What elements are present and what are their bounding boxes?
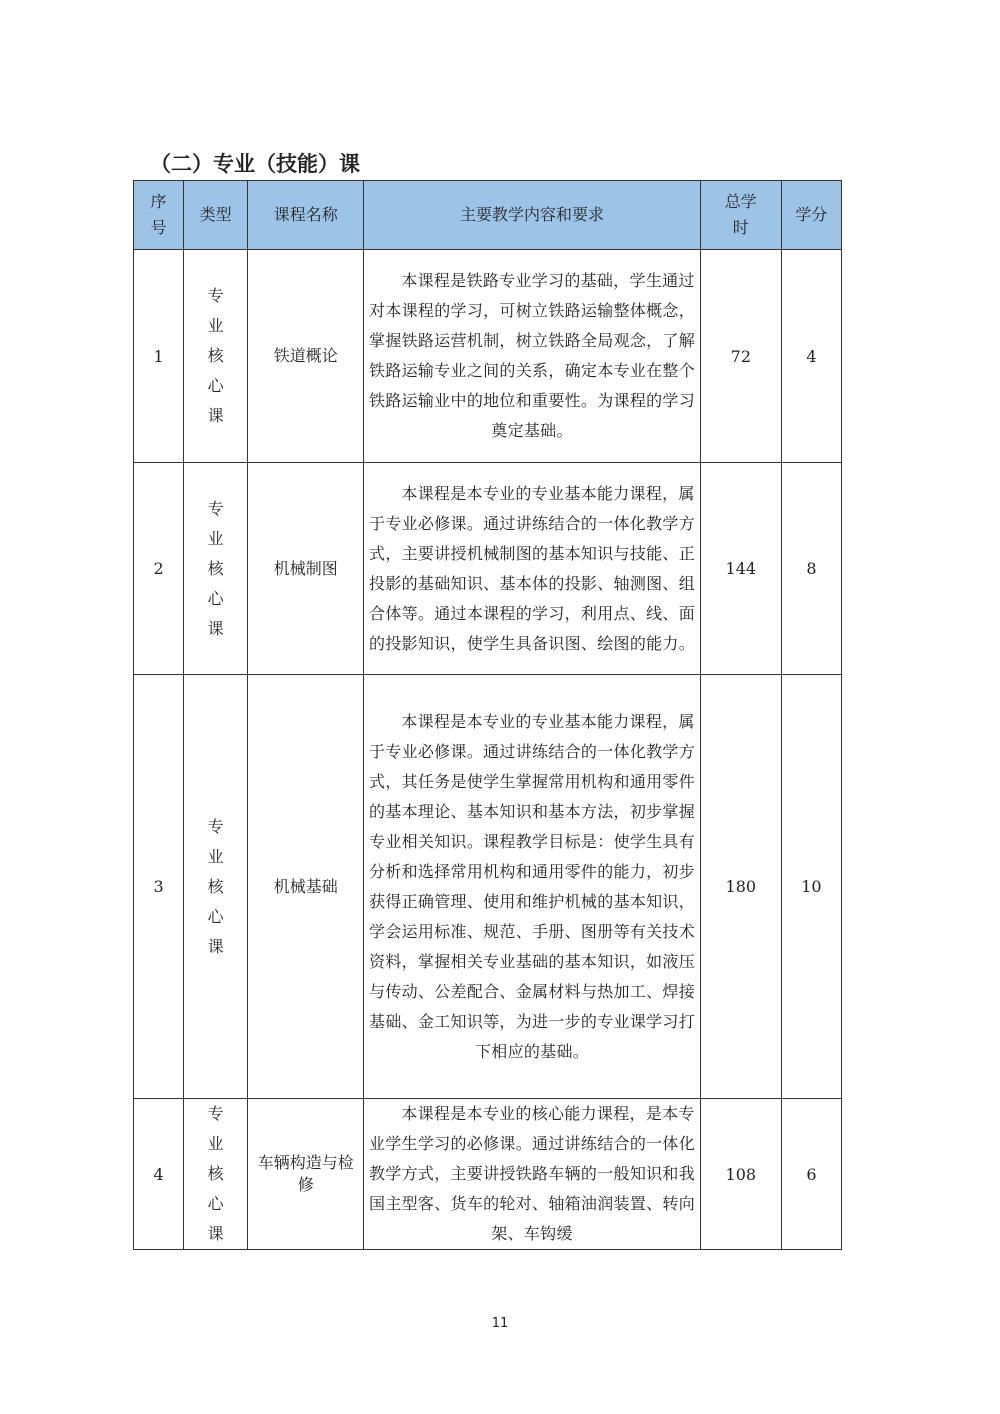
row-seq: 4 <box>134 1099 184 1250</box>
row-hours: 144 <box>700 463 781 675</box>
row-credit: 6 <box>781 1099 841 1250</box>
row-content: 本课程是本专业的核心能力课程，是本专业学生学习的必修课。通过讲练结合的一体化教学方式，主要讲授铁路车辆的一般知识和我国主型客、货车的轮对、轴箱油润装置、转向架、车钩缓 <box>364 1099 700 1250</box>
row-hours: 72 <box>700 250 781 463</box>
row-seq: 1 <box>134 250 184 463</box>
table-row <box>134 675 842 1099</box>
header-type: 类型 <box>184 181 248 250</box>
row-credit: 8 <box>781 463 841 675</box>
row-course-name: 机械基础 <box>248 675 364 1099</box>
row-course-name: 机械制图 <box>248 463 364 675</box>
header-content: 主要教学内容和要求 <box>364 181 700 250</box>
section-title: （二）专业（技能）课 <box>150 152 360 176</box>
table-header-row <box>134 181 842 250</box>
row-content: 本课程是铁路专业学习的基础，学生通过对本课程的学习，可树立铁路运输整体概念，掌握铁路运营机制，树立铁路全局观念，了解铁路运输专业之间的关系，确定本专业在整个铁路运输业中的地位和重要性。为课程的学习奠定基础。 <box>364 250 700 463</box>
row-seq: 3 <box>134 675 184 1099</box>
table-row <box>134 463 842 675</box>
header-seq: 序号 <box>134 181 184 250</box>
row-seq: 2 <box>134 463 184 675</box>
row-content: 本课程是本专业的专业基本能力课程，属于专业必修课。通过讲练结合的一体化教学方式，主要讲授机械制图的基本知识与技能、正投影的基础知识、基本体的投影、轴测图、组合体等。通过本课程的学习，利用点、线、面的投影知识，使学生具备识图、绘图的能力。 <box>364 463 700 675</box>
row-type: 专业核心课 <box>184 463 248 675</box>
header-hours: 总学时 <box>700 181 781 250</box>
row-hours: 108 <box>700 1099 781 1250</box>
header-name: 课程名称 <box>248 181 364 250</box>
row-type: 专业核心课 <box>184 1099 248 1250</box>
row-type: 专业核心课 <box>184 250 248 463</box>
row-course-name: 铁道概论 <box>248 250 364 463</box>
header-credit: 学分 <box>781 181 841 250</box>
row-type: 专业核心课 <box>184 675 248 1099</box>
page-number: 11 <box>491 1316 509 1331</box>
table-row <box>134 250 842 463</box>
row-credit: 10 <box>781 675 841 1099</box>
row-course-name: 车辆构造与检修 <box>248 1099 364 1250</box>
row-hours: 180 <box>700 675 781 1099</box>
row-content: 本课程是本专业的专业基本能力课程，属于专业必修课。通过讲练结合的一体化教学方式，其任务是使学生掌握常用机构和通用零件的基本理论、基本知识和基本方法，初步掌握专业相关知识。课程教学目标是：使学生具有分析和选择常用机构和通用零件的能力，初步获得正确管理、使用和维护机械的基本知识，学会运用标准、规范、手册、图册等有关技术资料，掌握相关专业基础的基本知识，如液压与传动、公差配合、金属材料与热加工、焊接基础、金工知识等，为进一步的专业课学习打下相应的基础。 <box>364 675 700 1099</box>
row-credit: 4 <box>781 250 841 463</box>
table-row <box>134 1099 842 1250</box>
course-table <box>133 180 842 1250</box>
